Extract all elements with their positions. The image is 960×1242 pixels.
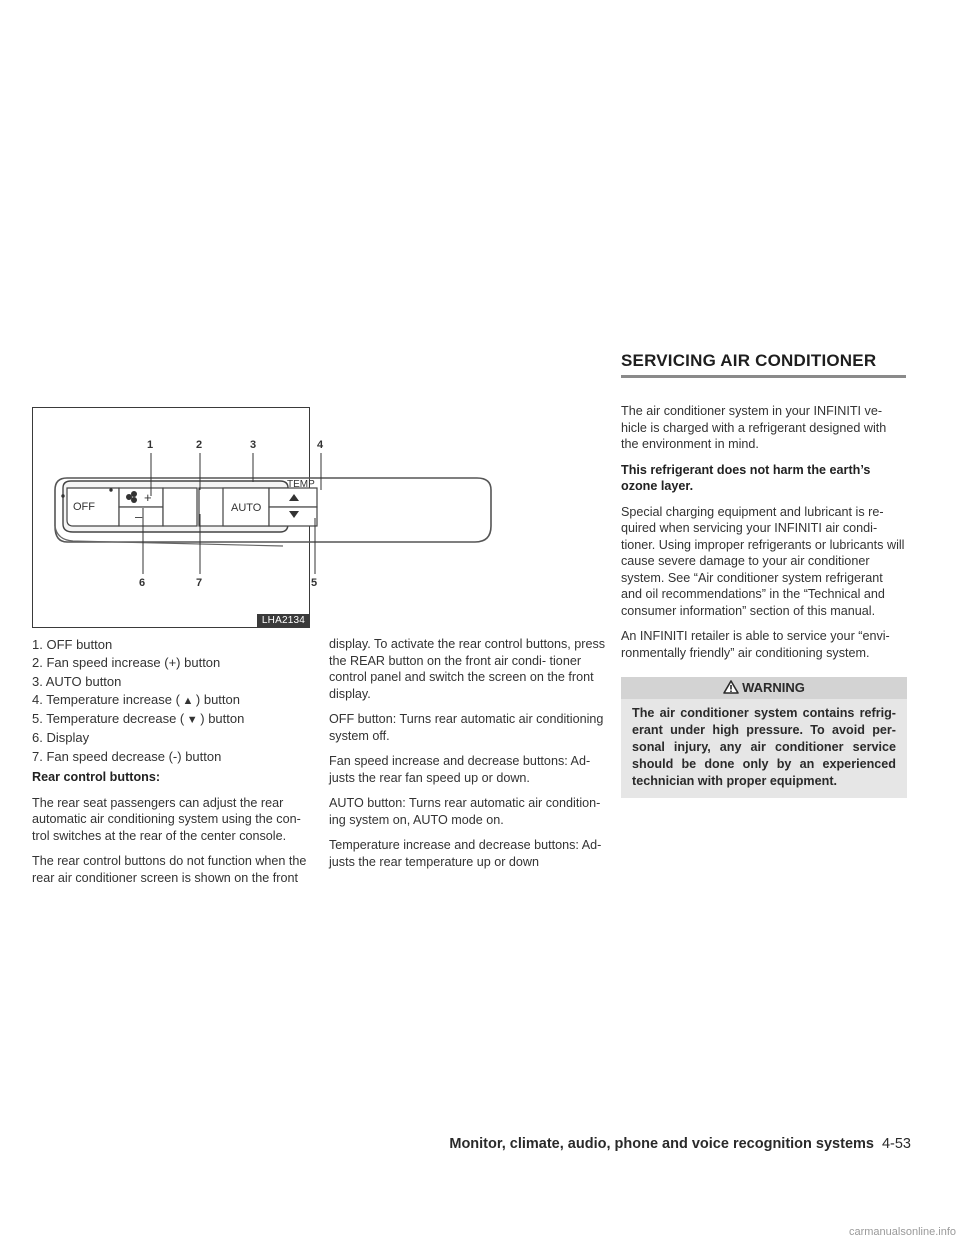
callout-2: 2 bbox=[196, 439, 203, 451]
page-footer bbox=[435, 1136, 911, 1152]
warning-header bbox=[621, 677, 907, 699]
fan-plus-button-shape bbox=[119, 488, 163, 507]
warning-title: WARNING bbox=[742, 680, 805, 695]
rear-control-panel-illustration bbox=[33, 408, 324, 629]
off-button-label: OFF bbox=[73, 501, 95, 513]
paragraph: The air conditioner system in your INFINITI ve- hicle is charged with a refrigerant designed with the environment in mind. bbox=[621, 404, 887, 451]
fan-minus-label: – bbox=[135, 509, 143, 524]
callout-7: 7 bbox=[196, 577, 203, 589]
triangle-down-icon: ▼ bbox=[186, 714, 198, 727]
paragraph: OFF button: Turns rear automatic air conditioning system off. bbox=[329, 712, 604, 743]
column-1 bbox=[32, 636, 310, 895]
watermark: carmanualsonline.info bbox=[848, 1226, 956, 1238]
figure-tag: LHA2134 bbox=[257, 614, 309, 627]
list-item: 7. Fan speed decrease (-) button bbox=[32, 748, 222, 764]
rear-control-panel-figure bbox=[32, 407, 324, 628]
temp-label: TEMP bbox=[287, 479, 315, 490]
callout-6: 6 bbox=[139, 577, 146, 589]
callout-3: 3 bbox=[250, 439, 257, 451]
paragraph: Fan speed increase and decrease buttons: Ad- justs the rear fan speed up or down. bbox=[329, 754, 591, 785]
rear-controls-heading: Rear control buttons: bbox=[32, 770, 161, 785]
ozone-statement: This refrigerant does not harm the earth’s ozone layer. bbox=[621, 462, 871, 493]
paragraph: Temperature increase and decrease buttons: Ad- justs the rear temperature up or down bbox=[329, 838, 602, 869]
section-title: SERVICING AIR CONDITIONER bbox=[621, 351, 877, 370]
triangle-up-icon: ▲ bbox=[182, 694, 194, 707]
auto-button-label: AUTO bbox=[231, 502, 262, 514]
list-item: 4. Temperature increase ( ▲ ) button bbox=[32, 691, 310, 710]
list-item: 1. OFF button bbox=[32, 637, 113, 652]
column-2 bbox=[329, 636, 606, 879]
list-item: 5. Temperature decrease ( ▼ ) button bbox=[32, 710, 310, 729]
callout-4: 4 bbox=[317, 439, 324, 451]
paragraph: Special charging equipment and lubricant is re- quired when servicing your INFINITI air condi- tioner. Using improper refrigerants or lubricants will cause severe damage to your air conditioner system. See “Air conditioner system refrigerant and oil recommendations” in the “Technical and consumer information” section of this manual. bbox=[621, 504, 905, 618]
paragraph: The rear control buttons do not function when the rear air conditioner screen is shown on the front bbox=[32, 854, 307, 885]
warning-text: The air conditioner system contains refrig- erant under high pressure. To avoid per- sonal injury, any air conditioner service should be done only by an experienced technician with proper equipment. bbox=[621, 699, 907, 798]
section-title-rule bbox=[621, 375, 906, 378]
list-item: 2. Fan speed increase (+) button bbox=[32, 655, 221, 671]
chapter-title: Monitor, climate, audio, phone and voice recognition systems bbox=[449, 1136, 874, 1152]
paragraph: An INFINITI retailer is able to service your “envi- ronmentally friendly” air conditioning system. bbox=[621, 629, 890, 660]
paragraph: display. To activate the rear control buttons, press the REAR button on the front air condi- tioner control panel and switch the screen on the front display. bbox=[329, 637, 606, 701]
callout-list bbox=[32, 636, 310, 766]
list-item: 6. Display bbox=[32, 730, 90, 746]
callout-5: 5 bbox=[311, 577, 318, 589]
paragraph: AUTO button: Turns rear automatic air condition- ing system on, AUTO mode on. bbox=[329, 796, 601, 827]
column-3 bbox=[621, 403, 907, 798]
callout-1: 1 bbox=[147, 439, 154, 451]
fan-plus-label: + bbox=[144, 490, 152, 505]
blank-panel bbox=[163, 488, 197, 526]
paragraph: The rear seat passengers can adjust the rear automatic air conditioning system using the con- trol switches at the rear of the center console. bbox=[32, 795, 301, 843]
warning-triangle-icon bbox=[723, 680, 739, 694]
page-number: 4-53 bbox=[881, 1136, 911, 1152]
list-item: 3. AUTO button bbox=[32, 673, 122, 689]
